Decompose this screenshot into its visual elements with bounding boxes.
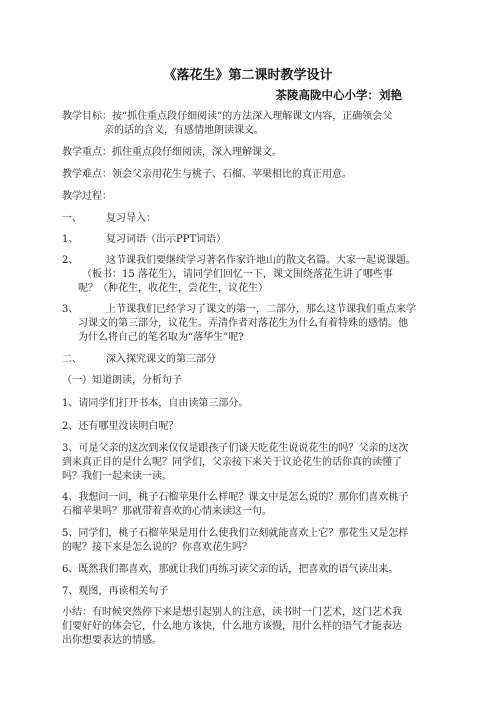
summary-line-2: 们要好好的体会它，什么地方该快，什么地方该慢，用什么样的语气才能表达 xyxy=(62,621,402,632)
objective-line-1: 教学目标：按“抓住重点段仔细阅读”的方法深入理解课文内容，正确领会父 xyxy=(62,111,393,122)
step-2-line-3: 呢？（种花生，收花生，尝花生，议花生） xyxy=(78,283,268,294)
step-3-line-1: 上节课我们已经学习了课文的第一，二部分，那么这节课我们重点来学 xyxy=(106,304,416,315)
item-2: 2、还有哪里没读明白呢？ xyxy=(62,421,179,432)
step-1-number: 1、 xyxy=(62,234,79,245)
item-3-line-2: 到来真正目的是什么呢？同学们，父亲接下来关于议论花生的话你真的读懂了 xyxy=(62,457,402,468)
section-one-title: 复习导入： xyxy=(106,213,156,224)
item-6: 6、既然我们都喜欢，那就让我们再练习读父亲的话，把喜欢的语气读出来。 xyxy=(62,564,399,575)
item-1: 1、请同学们打开书本，自由读第三部分。 xyxy=(62,398,249,409)
subsection-heading: （一）知道朗读，分析句子 xyxy=(62,375,182,386)
step-2-number: 2、 xyxy=(62,255,79,266)
step-2-line-1: 这节课我们要继续学习著名作家许地山的散文名篇。大家一起说课题。 xyxy=(106,255,416,266)
item-7: 7、观图，再读相关句子 xyxy=(62,586,169,597)
document-author: 茶陵高陇中心小学：刘艳 xyxy=(275,88,402,102)
summary-line-1: 小结：有时候突然停下来是想引起别人的注意，读书时一门艺术，这门艺术我 xyxy=(62,607,402,618)
step-1-text: 复习词语（出示PPT词语） xyxy=(106,234,227,245)
summary-line-3: 出你想要表达的情感。 xyxy=(62,635,162,646)
item-3-line-1: 3、可是父亲的这次到来仅仅是跟孩子们谈天吃花生说说花生的吗？父亲的这次 xyxy=(62,443,409,454)
step-3-number: 3、 xyxy=(62,304,79,315)
section-two-number: 二、 xyxy=(62,354,82,365)
document-title: 《落花生》第二课时教学设计 xyxy=(163,68,333,83)
step-3-line-2: 习课文的第三部分，议花生。弄清作者对落花生为什么有着特殊的感情。他 xyxy=(78,318,408,329)
item-3-line-3: 吗？我们一起来读一读。 xyxy=(62,471,172,482)
step-2-line-2: （板书：15 落花生），请同学们回忆一下，课文围绕落花生讲了哪些事 xyxy=(82,269,393,280)
section-one-number: 一、 xyxy=(62,213,82,224)
key-point-line: 教学重点：抓住重点段仔细阅读，深入理解课文。 xyxy=(62,147,282,158)
section-two-title: 深入探究课文的第三部分 xyxy=(106,354,216,365)
difficulty-line: 教学难点：领会父亲用花生与桃子、石榴、苹果相比的真正用意。 xyxy=(62,169,352,180)
step-3-line-3: 为什么将自己的笔名取为“落华生”呢? xyxy=(78,332,244,343)
process-heading: 教学过程： xyxy=(62,191,112,202)
item-4-line-1: 4、我想问一问，桃子石榴苹果什么样呢？课文中是怎么说的？那你们喜欢桃子 xyxy=(62,492,409,503)
item-5-line-1: 5、同学们，桃子石榴苹果是用什么使我们立刻就能喜欢上它？那花生又是怎样 xyxy=(62,528,409,539)
item-5-line-2: 的呢？接下来是怎么说的？你喜欢花生吗？ xyxy=(62,542,252,553)
objective-line-2: 亲的话的含义，有感情地朗读课文。 xyxy=(104,125,264,136)
item-4-line-2: 石榴苹果吗？那就带着喜欢的心情来读这一句。 xyxy=(62,506,272,517)
